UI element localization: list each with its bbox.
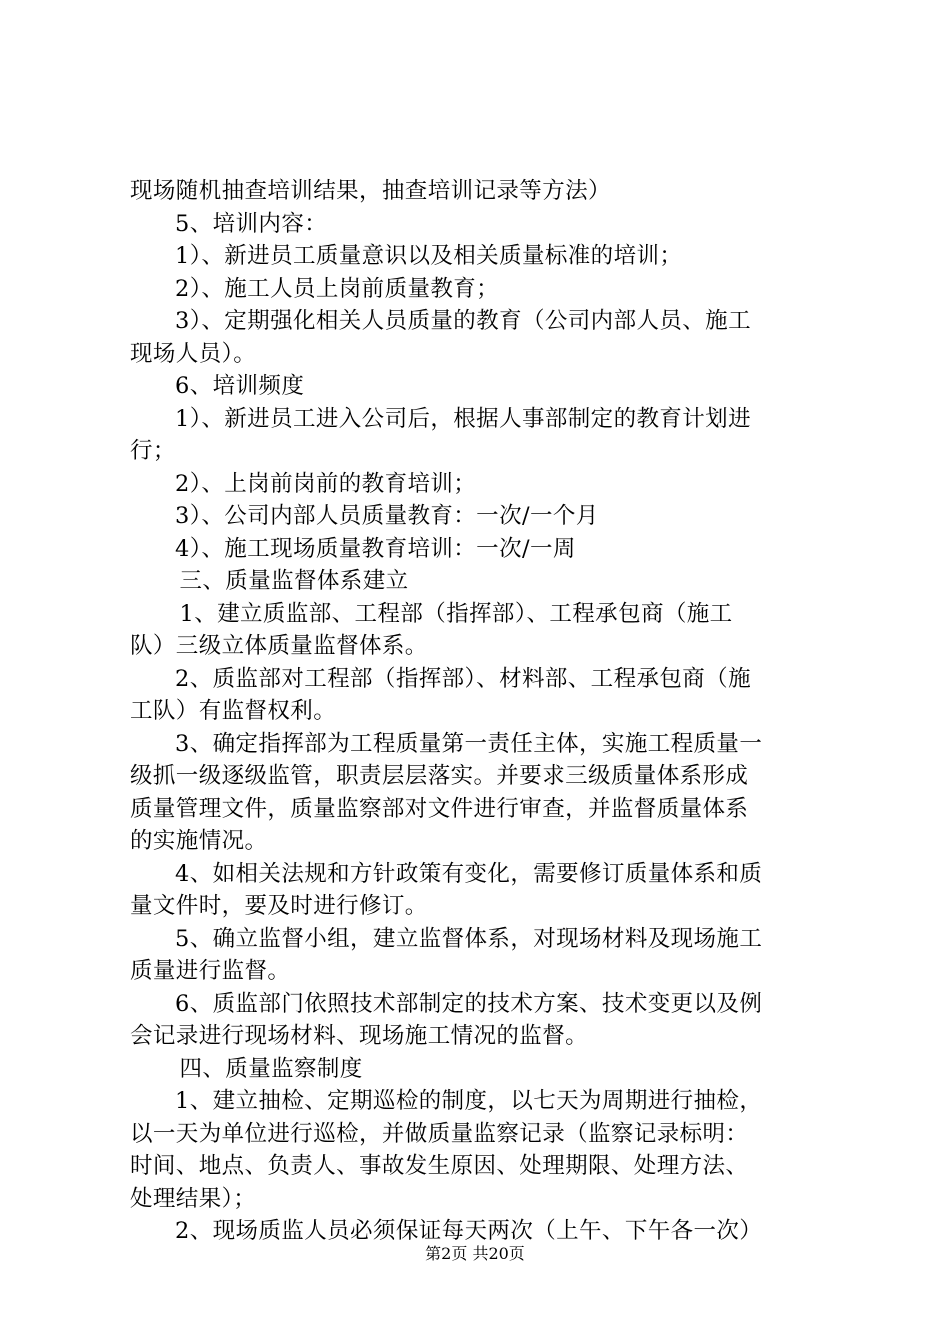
- text-line: 现场人员）。: [130, 340, 257, 367]
- page-number-footer: 第2页 共20页: [425, 1244, 525, 1263]
- text-line: 5、确立监督小组，建立监督体系，对现场材料及现场施工: [175, 925, 763, 952]
- text-line: 1、建立质监部、工程部（指挥部）、工程承包商（施工: [179, 600, 733, 627]
- text-line: 3）、公司内部人员质量教育：一次/一个月: [175, 503, 599, 529]
- text-line: 级抓一级逐级监管，职责层层落实。并要求三级质量体系形成: [130, 763, 749, 789]
- text-line: 行；: [130, 438, 176, 464]
- text-line: 2）、施工人员上岗前质量教育；: [175, 275, 500, 302]
- text-line: 工队）有监督权利。: [130, 698, 337, 724]
- text-line: 现场随机抽查培训结果，抽查培训记录等方法）: [130, 178, 611, 204]
- document-body: [130, 175, 830, 1248]
- text-line: 6、质监部门依照技术部制定的技术方案、技术变更以及例: [175, 990, 763, 1017]
- text-line: 1）、新进员工质量意识以及相关质量标准的培训；: [175, 243, 683, 269]
- text-line: 四、质量监察制度: [179, 1055, 363, 1082]
- text-line: 4）、施工现场质量教育培训：一次/一周: [175, 535, 576, 562]
- text-line: 6、培训频度: [175, 373, 305, 399]
- text-line: 时间、地点、负责人、事故发生原因、处理期限、处理方法、: [130, 1153, 749, 1179]
- text-line: 2、现场质监人员必须保证每天两次（上午、下午各一次）: [175, 1218, 763, 1244]
- text-line: 质量进行监督。: [130, 958, 291, 984]
- text-line: 以一天为单位进行巡检，并做质量监察记录（监察记录标明：: [130, 1120, 749, 1147]
- text-line: 5、培训内容：: [175, 210, 328, 237]
- text-line: 会记录进行现场材料、现场施工情况的监督。: [130, 1023, 589, 1049]
- text-line: 质量管理文件，质量监察部对文件进行审查，并监督质量体系: [130, 795, 749, 822]
- text-line: 2）、上岗前岗前的教育培训；: [175, 470, 477, 497]
- text-line: 量文件时，要及时进行修订。: [130, 893, 428, 919]
- text-line: 三、质量监督体系建立: [179, 568, 409, 594]
- text-line: 3、确定指挥部为工程质量第一责任主体，实施工程质量一: [175, 730, 763, 757]
- text-line: 2、质监部对工程部（指挥部）、材料部、工程承包商（施: [175, 665, 751, 692]
- text-line: 的实施情况。: [130, 828, 268, 854]
- text-line: 3）、定期强化相关人员质量的教育（公司内部人员、施工: [175, 308, 751, 334]
- text-line: 1、建立抽检、定期巡检的制度，以七天为周期进行抽检，: [175, 1088, 763, 1114]
- text-line: 1）、新进员工进入公司后，根据人事部制定的教育计划进: [175, 405, 751, 432]
- text-line: 队）三级立体质量监督体系。: [130, 633, 428, 659]
- text-line: 处理结果）；: [130, 1185, 257, 1212]
- text-line: 4、如相关法规和方针政策有变化，需要修订质量体系和质: [175, 860, 763, 887]
